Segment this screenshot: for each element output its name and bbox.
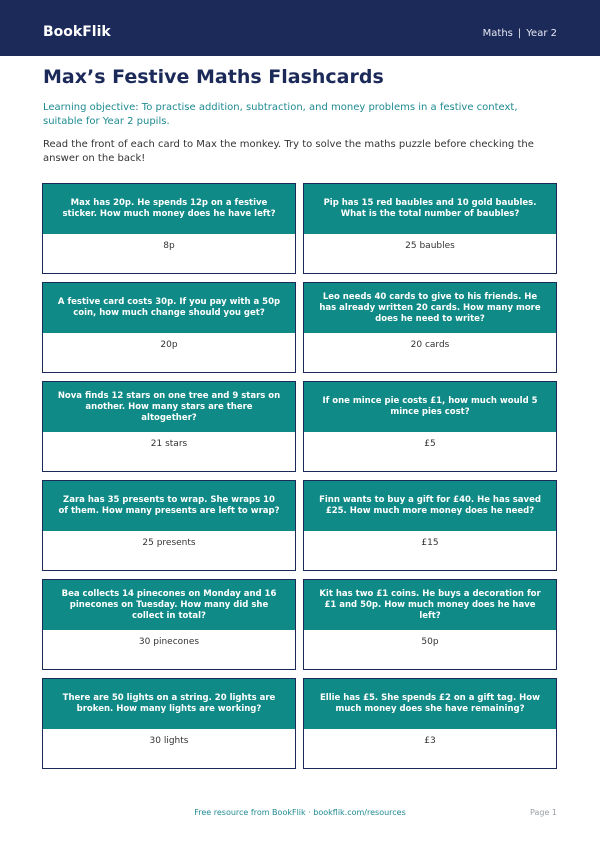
card-question: Bea collects 14 pinecones on Monday and 16 pinecones on Tuesday. How many did she collect in total? (43, 580, 295, 630)
breadcrumb-level[interactable]: Year 2 (526, 28, 557, 39)
card-answer: 20 cards (304, 333, 556, 372)
page-number: Page 1 (530, 808, 557, 817)
breadcrumb-separator: | (517, 28, 522, 39)
flashcard[interactable] (42, 282, 296, 373)
card-answer: 21 stars (43, 432, 295, 471)
flashcard[interactable] (42, 678, 296, 769)
card-answer: 30 lights (43, 729, 295, 768)
flashcard-grid (42, 183, 557, 769)
card-question: Kit has two £1 coins. He buys a decoration for £1 and 50p. How much money does he have left? (304, 580, 556, 630)
flashcard[interactable] (303, 480, 557, 571)
card-question: Zara has 35 presents to wrap. She wraps 10 of them. How many presents are left to wrap? (43, 481, 295, 531)
card-answer: 20p (43, 333, 295, 372)
card-answer: 25 presents (43, 531, 295, 570)
learning-objective: Learning objective: To practise addition, subtraction, and money problems in a festive context, suitable for Year 2 pupils. (43, 102, 518, 127)
card-question: If one mince pie costs £1, how much would 5 mince pies cost? (304, 382, 556, 432)
flashcard[interactable] (42, 480, 296, 571)
instructions: Read the front of each card to Max the monkey. Try to solve the maths puzzle before checking the answer on the back! (43, 139, 534, 164)
card-answer: 30 pinecones (43, 630, 295, 669)
card-question: A festive card costs 30p. If you pay with a 50p coin, how much change should you get? (43, 283, 295, 333)
card-answer: 25 baubles (304, 234, 556, 273)
card-question: Finn wants to buy a gift for £40. He has saved £25. How much more money does he need? (304, 481, 556, 531)
breadcrumb-subject[interactable]: Maths (482, 28, 513, 39)
card-answer: 50p (304, 630, 556, 669)
card-answer: £3 (304, 729, 556, 768)
flashcard[interactable] (303, 579, 557, 670)
flashcard[interactable] (42, 381, 296, 472)
card-answer: £5 (304, 432, 556, 471)
page-title: Max’s Festive Maths Flashcards (43, 66, 384, 88)
flashcard[interactable] (42, 183, 296, 274)
flashcard[interactable] (303, 678, 557, 769)
flashcard[interactable] (303, 282, 557, 373)
footer-resource-link[interactable]: Free resource from BookFlik · bookflik.com/resources (194, 808, 406, 817)
card-question: Nova finds 12 stars on one tree and 9 stars on another. How many stars are there altogether? (43, 382, 295, 432)
card-answer: £15 (304, 531, 556, 570)
flashcard[interactable] (303, 381, 557, 472)
flashcard[interactable] (42, 579, 296, 670)
card-question: Max has 20p. He spends 12p on a festive sticker. How much money does he have left? (43, 184, 295, 234)
breadcrumb (483, 28, 557, 39)
top-bar (0, 0, 600, 56)
card-answer: 8p (43, 234, 295, 273)
card-question: There are 50 lights on a string. 20 lights are broken. How many lights are working? (43, 679, 295, 729)
card-question: Pip has 15 red baubles and 10 gold baubles. What is the total number of baubles? (304, 184, 556, 234)
card-question: Ellie has £5. She spends £2 on a gift tag. How much money does she have remaining? (304, 679, 556, 729)
flashcard[interactable] (303, 183, 557, 274)
card-question: Leo needs 40 cards to give to his friends. He has already written 20 cards. How many more does he need to write? (304, 283, 556, 333)
brand-logo[interactable]: BookFlik (43, 24, 111, 40)
